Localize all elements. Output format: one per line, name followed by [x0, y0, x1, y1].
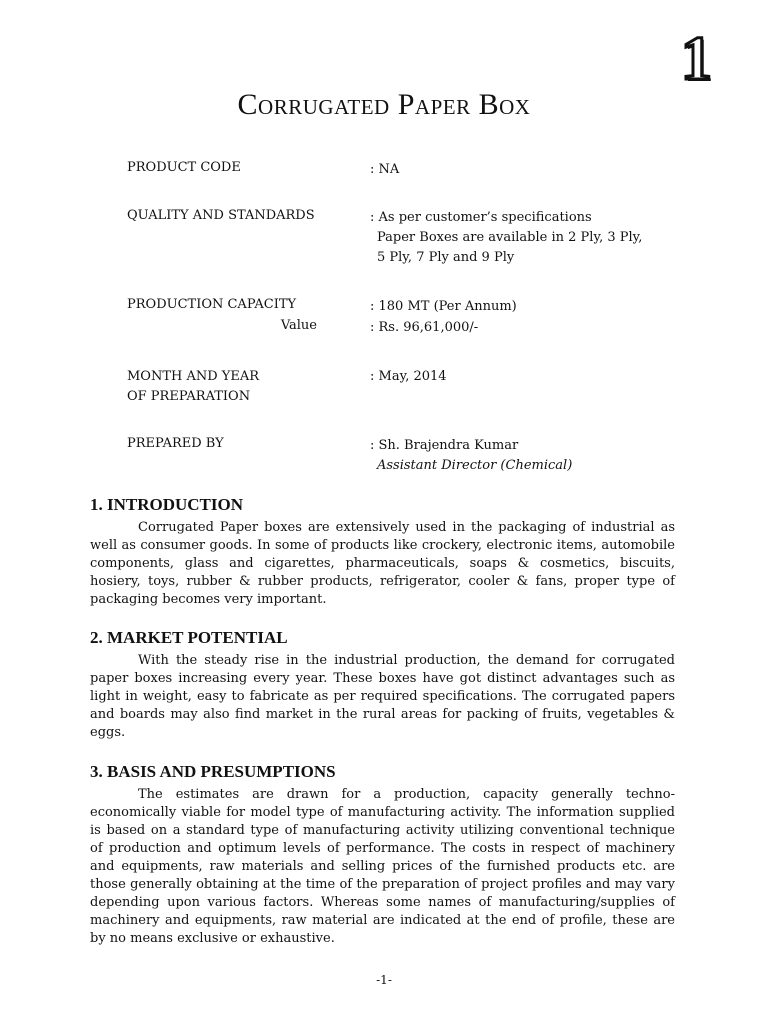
meta-value: : As per customer’s specifications Paper Boxes are available in 2 Ply, 3 Ply, 5 Ply, 7 Ply and 9 Ply — [370, 210, 643, 265]
section-heading: 2. MARKET POTENTIAL — [90, 628, 288, 647]
meta-value: : Sh. Brajendra Kumar Assistant Director (Chemical) — [370, 438, 573, 473]
chapter-number: 1 — [681, 25, 712, 93]
section-heading: 3. BASIS AND PRESUMPTIONS — [90, 762, 336, 781]
meta-value: : May, 2014 — [370, 369, 447, 384]
section-basis-presumptions — [90, 762, 675, 948]
document-title: Corrugated Paper Box — [237, 88, 531, 121]
section-paragraph: The estimates are drawn for a production, capacity generally techno-economically viable for model type of manufacturing activity. The information supplied is based on a standard type of manufacturing activity utilizing conventional technique of production and optimum levels of performance. The costs in respect of machinery and equipments, raw materials and selling prices of the furnished products etc. are those generally obtaining at the time of the preparation of project profiles and may vary depending upon various factors. Whereas some names of manufacturing/supplies of machinery and equipments, raw material are indicated at the end of profile, these are by no means exclusive or exhaustive. — [90, 787, 675, 946]
section-heading: 1. INTRODUCTION — [90, 495, 244, 514]
section-paragraph: Corrugated Paper boxes are extensively used in the packaging of industrial as well as consumer goods. In some of products like crockery, electronic items, automobile components, glass and cigarettes, pharmaceuticals, soaps & cosmetics, biscuits, hosiery, toys, rubber & rubber products, refrigerator, cooler & fans, proper type of packaging becomes very important. — [90, 520, 675, 607]
meta-label: MONTH AND YEAR OF PREPARATION — [127, 369, 260, 404]
meta-value: : Rs. 96,61,000/- — [370, 320, 479, 335]
meta-value: : 180 MT (Per Annum) — [370, 299, 517, 314]
section-introduction — [90, 495, 675, 609]
section-paragraph: With the steady rise in the industrial production, the demand for corrugated paper boxes increasing every year. These boxes have got distinct advantages such as light in weight, easy to fabricate as per required specifications. The corrugated papers and boards may also find market in the rural areas for packing of fruits, vegetables & eggs. — [90, 653, 675, 740]
meta-row-value — [127, 318, 687, 338]
meta-label: PRODUCTION CAPACITY — [127, 297, 297, 312]
meta-label: QUALITY AND STANDARDS — [127, 208, 315, 223]
meta-value: : NA — [370, 162, 400, 177]
meta-label: PREPARED BY — [127, 436, 224, 451]
section-market-potential — [90, 628, 675, 742]
meta-label: Value — [280, 318, 317, 333]
page-number: -1- — [376, 973, 392, 987]
meta-label: PRODUCT CODE — [127, 160, 241, 175]
